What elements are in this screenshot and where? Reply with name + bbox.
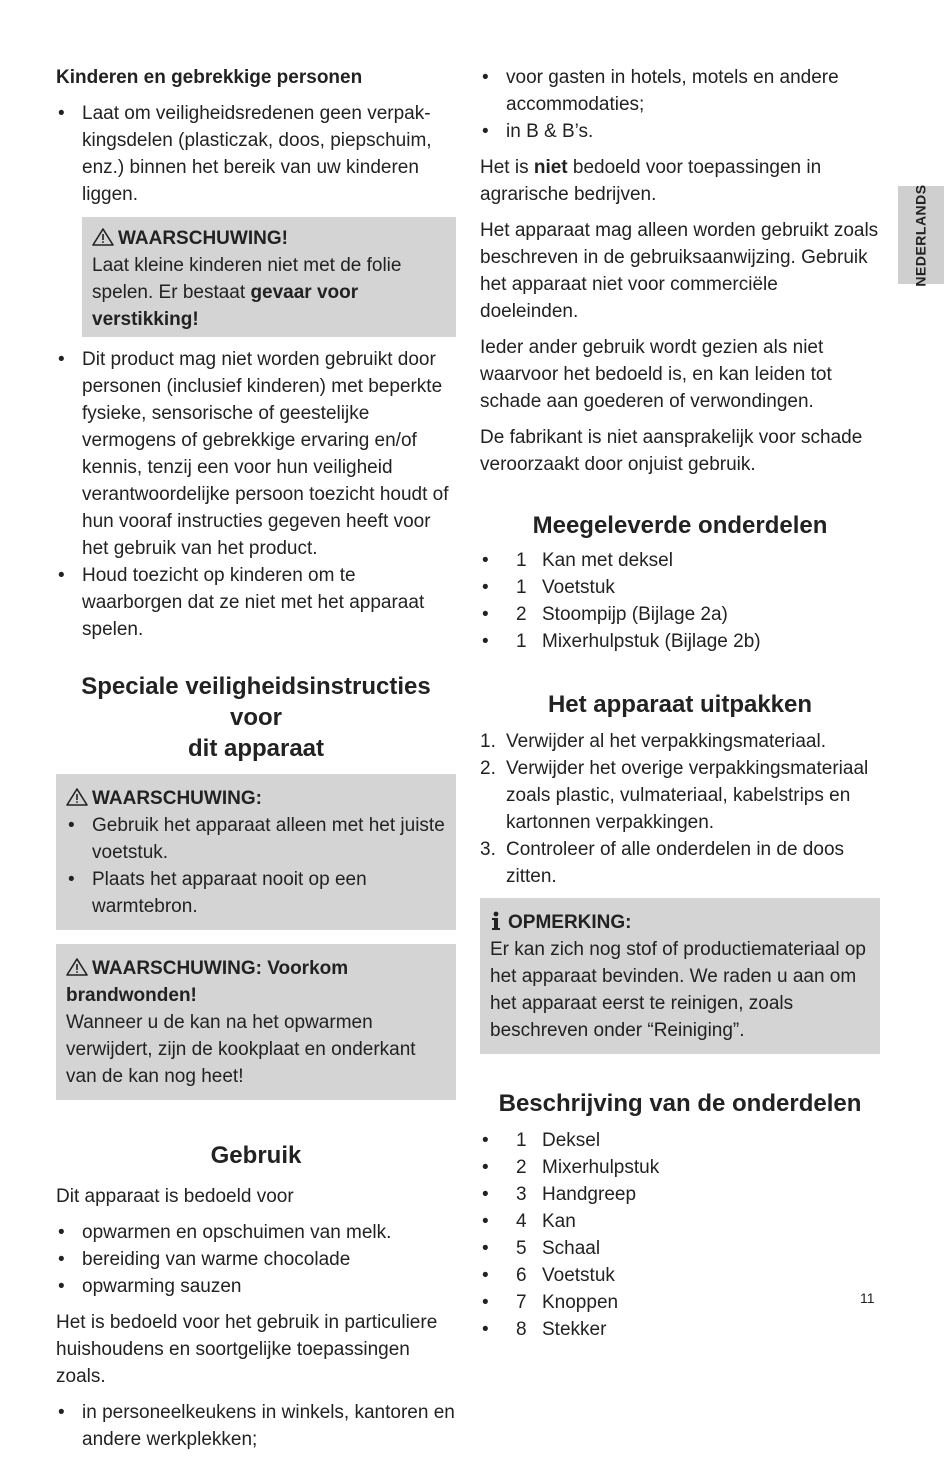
not-para-post: bedoeld voor toepassingen in agrarische bedrijven.: [480, 157, 822, 205]
part-number: • 6: [516, 1265, 527, 1286]
part-name: Voetstuk: [542, 1265, 615, 1286]
warning-text: [92, 252, 446, 333]
list-item: • in B & B’s.: [480, 118, 880, 145]
warning-text: Wanneer u de kan na het opwarmen verwijdert, zijn de kookplaat en onderkant van de kan nog heet!: [66, 1012, 416, 1087]
list-item: [480, 1316, 880, 1343]
warning-title: [92, 225, 446, 252]
warning-box-base: [56, 774, 456, 930]
usage-paragraph: Het is bedoeld voor het gebruik in particuliere huishoudens en soortgelijke toepassingen zoals.: [56, 1312, 438, 1387]
list-item: [480, 574, 880, 601]
usage-intro: Dit apparaat is bedoeld voor: [56, 1186, 294, 1207]
included-parts-list: [480, 547, 880, 655]
usage-list: [56, 1219, 456, 1300]
item-qty: • 1: [516, 550, 527, 571]
item-qty: • 1: [516, 577, 527, 598]
page-number: 11: [860, 1290, 875, 1306]
parts-description-list: [480, 1127, 880, 1343]
list-item: [480, 836, 880, 890]
list-item: [480, 601, 880, 628]
step-text: Controleer of alle onderdelen in de doos zitten.: [506, 839, 845, 887]
part-number: • 7: [516, 1292, 527, 1313]
warning-triangle-icon: [92, 228, 114, 246]
warning-box-foil: [82, 217, 456, 337]
language-tab: [898, 183, 944, 287]
language-tab-label: NEDERLANDS: [912, 183, 929, 287]
list-item: • Dit product mag niet worden gebruikt door personen (inclusief kinderen) met beperkte fysieke, sensorische of geestelijke vermogens of gebrekkige ervaring en/of kennis, tenzij een voor hun veiligheid verantwoordelijke persoon toezicht houdt of hun vooraf instructies gegeven heeft voor het gebruik van het product.: [56, 346, 456, 562]
part-name: Deksel: [542, 1130, 601, 1151]
part-number: • 8: [516, 1319, 527, 1340]
step-text: Verwijder al het verpakkingsmateriaal.: [506, 731, 826, 752]
list-item: [480, 1208, 880, 1235]
list-item: [480, 547, 880, 574]
list-item: • opwarming sauzen: [56, 1273, 456, 1300]
special-safety-heading: [56, 671, 456, 764]
unpack-steps: [480, 728, 880, 890]
not-para-pre: Het is: [480, 157, 534, 178]
paragraph: De fabrikant is niet aansprakelijk voor schade veroorzaakt door onjuist gebruik.: [480, 427, 863, 475]
item-name: Voetstuk: [542, 577, 615, 598]
item-qty: • 2: [516, 604, 527, 625]
info-icon: [490, 911, 502, 931]
part-name: Handgreep: [542, 1184, 637, 1205]
list-item: [480, 755, 880, 836]
list-item: • Laat om veiligheidsredenen geen verpakkingsdelen (plasticzak, doos, piepschuim, enz.) binnen het bereik van uw kinderen liggen.: [56, 100, 456, 208]
step-text: Verwijder het overige verpakkingsmateriaal zoals plastic, vulmateriaal, kabelstrips en kartonnen verpakkingen.: [506, 758, 869, 833]
list-item: [480, 1127, 880, 1154]
item-name: Kan met deksel: [542, 550, 673, 571]
item-name: Stoompijp (Bijlage 2a): [542, 604, 728, 625]
warning-box-burns: [56, 944, 456, 1100]
usage-list-2: [56, 1399, 456, 1453]
warning-list: [66, 812, 446, 920]
list-item: • Gebruik het apparaat alleen met het juiste voetstuk.: [66, 812, 446, 866]
list-item: [480, 1154, 880, 1181]
included-parts-heading: Meegeleverde onderdelen: [532, 512, 828, 539]
item-qty: • 1: [516, 631, 527, 652]
list-item: [480, 628, 880, 655]
warning-title: [66, 785, 446, 812]
part-number: • 4: [516, 1211, 527, 1232]
warning-title-text: WAARSCHUWING: Voorkom brandwonden!: [66, 958, 349, 1006]
step-number: 3.: [480, 839, 496, 860]
children-list-2: [56, 346, 456, 643]
list-item: [480, 1262, 880, 1289]
note-box: [480, 898, 880, 1054]
note-text: Er kan zich nog stof of productiemateriaal op het apparaat bevinden. We raden u aan om het apparaat eerst te reinigen, zoals beschreven onder “Reiniging”.: [490, 939, 866, 1041]
not-intended-paragraph: [480, 154, 880, 208]
children-heading: Kinderen en gebrekkige personen: [56, 67, 363, 88]
parts-description-heading: Beschrijving van de onderdelen: [498, 1090, 862, 1117]
list-item: • voor gasten in hotels, motels en andere accommodaties;: [480, 64, 880, 118]
list-item: • in personeelkeukens in winkels, kantoren en andere werkplekken;: [56, 1399, 456, 1453]
warning-title: [66, 955, 446, 1009]
list-item: [480, 1235, 880, 1262]
note-title: [490, 909, 870, 936]
part-number: • 1: [516, 1130, 527, 1151]
step-number: 2.: [480, 758, 496, 779]
warning-text-normal: Laat kleine kinderen niet met de folie spelen. Er bestaat: [92, 255, 402, 303]
left-column: [56, 64, 456, 1462]
note-title-text: OPMERKING:: [508, 912, 632, 933]
list-item: [480, 1289, 880, 1316]
list-item: • Plaats het apparaat nooit op een warmtebron.: [66, 866, 446, 920]
part-number: • 5: [516, 1238, 527, 1259]
item-name: Mixerhulpstuk (Bijlage 2b): [542, 631, 761, 652]
step-number: 1.: [480, 731, 496, 752]
warning-triangle-icon: [66, 958, 88, 976]
part-name: Mixerhulpstuk: [542, 1157, 660, 1178]
part-name: Knoppen: [542, 1292, 619, 1313]
warning-text-bold: gevaar voor verstikking!: [92, 282, 359, 330]
special-heading-line1: Speciale veiligheidsinstructies voor: [81, 673, 431, 731]
list-item: • bereiding van warme chocolade: [56, 1246, 456, 1273]
unpack-heading: Het apparaat uitpakken: [547, 691, 813, 718]
list-item: [480, 728, 880, 755]
not-para-bold: niet: [533, 157, 568, 178]
paragraph: Het apparaat mag alleen worden gebruikt zoals beschreven in de gebruiksaanwijzing. Gebruik het apparaat niet voor commerciële doeleinden.: [480, 220, 879, 322]
list-item: [480, 1181, 880, 1208]
children-list-1: [56, 100, 456, 208]
part-name: Kan: [542, 1211, 576, 1232]
warning-title-text: WAARSCHUWING!: [118, 228, 288, 249]
usage-list-3: [480, 64, 880, 145]
usage-heading: Gebruik: [210, 1142, 302, 1169]
paragraph: Ieder ander gebruik wordt gezien als niet waarvoor het bedoeld is, en kan leiden tot schade aan goederen of verwondingen.: [480, 337, 832, 412]
part-number: • 3: [516, 1184, 527, 1205]
part-name: Stekker: [542, 1319, 607, 1340]
list-item: • Houd toezicht op kinderen om te waarborgen dat ze niet met het apparaat spelen.: [56, 562, 456, 643]
special-heading-line2: dit apparaat: [187, 735, 325, 762]
warning-title-text: WAARSCHUWING:: [92, 788, 262, 809]
part-name: Schaal: [542, 1238, 601, 1259]
right-column: [480, 64, 880, 1343]
list-item: • opwarmen en opschuimen van melk.: [56, 1219, 456, 1246]
warning-triangle-icon: [66, 788, 88, 806]
part-number: • 2: [516, 1157, 527, 1178]
